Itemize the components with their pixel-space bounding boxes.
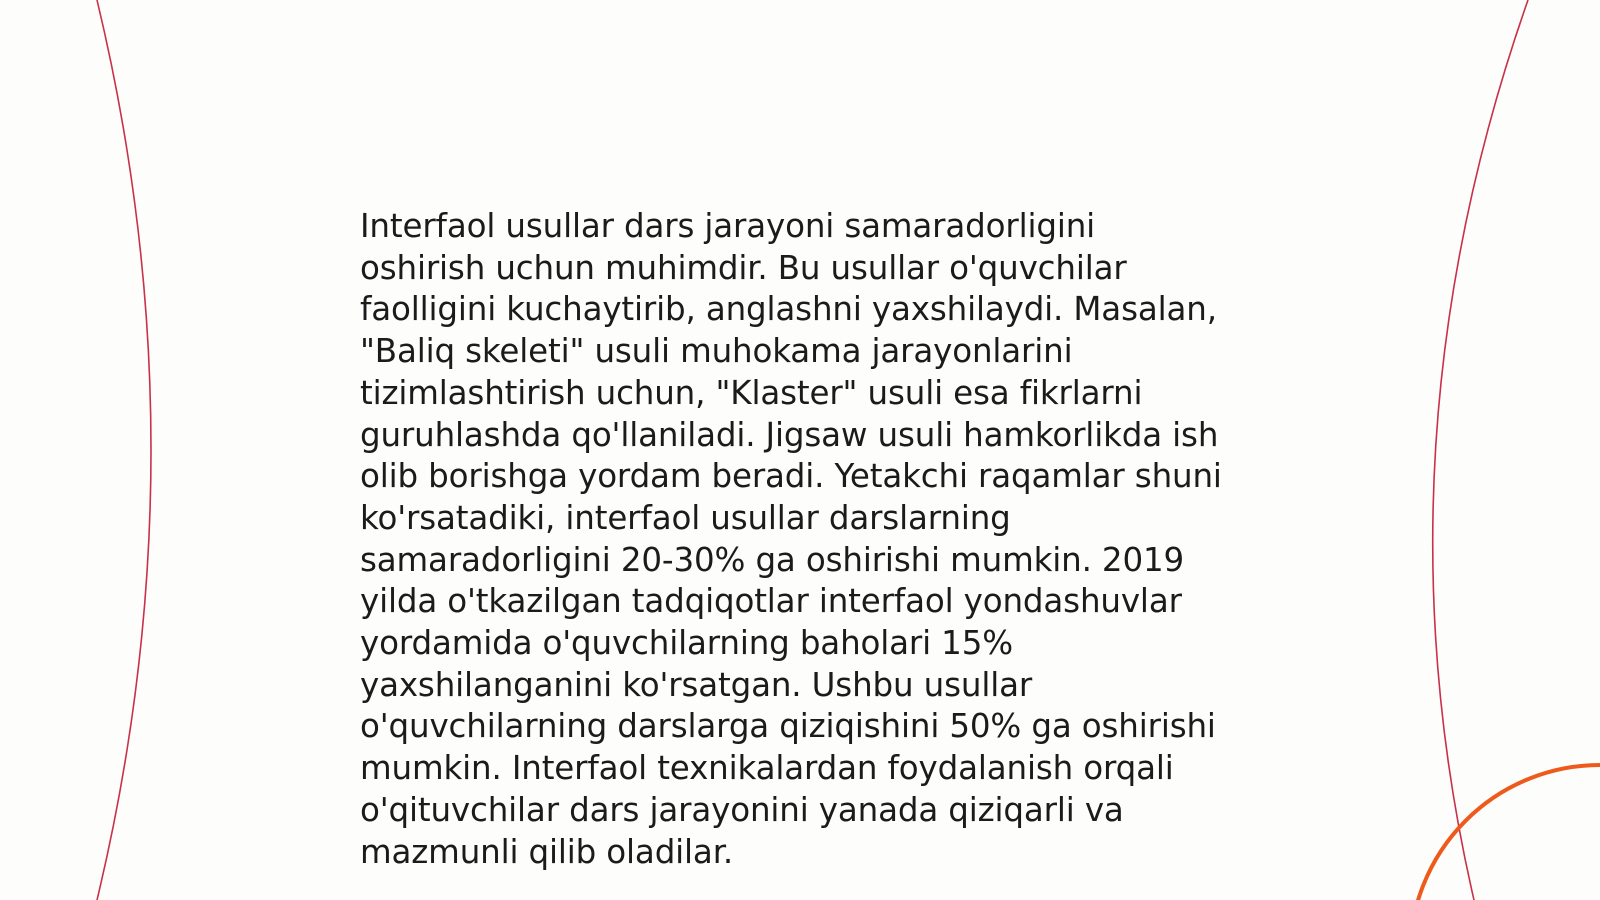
left-curve-line (97, 0, 151, 900)
right-curve-line (1433, 0, 1528, 900)
orange-accent-arc (1410, 765, 1600, 900)
slide-body-text: Interfaol usullar dars jarayoni samaradorligini oshirish uchun muhimdir. Bu usullar o'quvchilar faolligini kuchaytirib, anglashni yaxshilaydi. Masalan, "Baliq skeleti" usuli muhokama jarayonlarini tizimlashtirish uchun, "Klaster" usuli esa fikrlarni guruhlashda qo'llaniladi. Jigsaw usuli hamkorlikda ish olib borishga yordam beradi. Yetakchi raqamlar shuni ko'rsatadiki, interfaol usullar darslarning samaradorligini 20-30% ga oshirishi mumkin. 2019 yilda o'tkazilgan tadqiqotlar interfaol yondashuvlar yordamida o'quvchilarning baholari 15% yaxshilanganini ko'rsatgan. Ushbu usullar o'quvchilarning darslarga qiziqishini 50% ga oshirishi mumkin. Interfaol texnikalardan foydalanish orqali o'qituvchilar dars jarayonini yanada qiziqarli va mazmunli qilib oladilar. (360, 207, 1222, 871)
